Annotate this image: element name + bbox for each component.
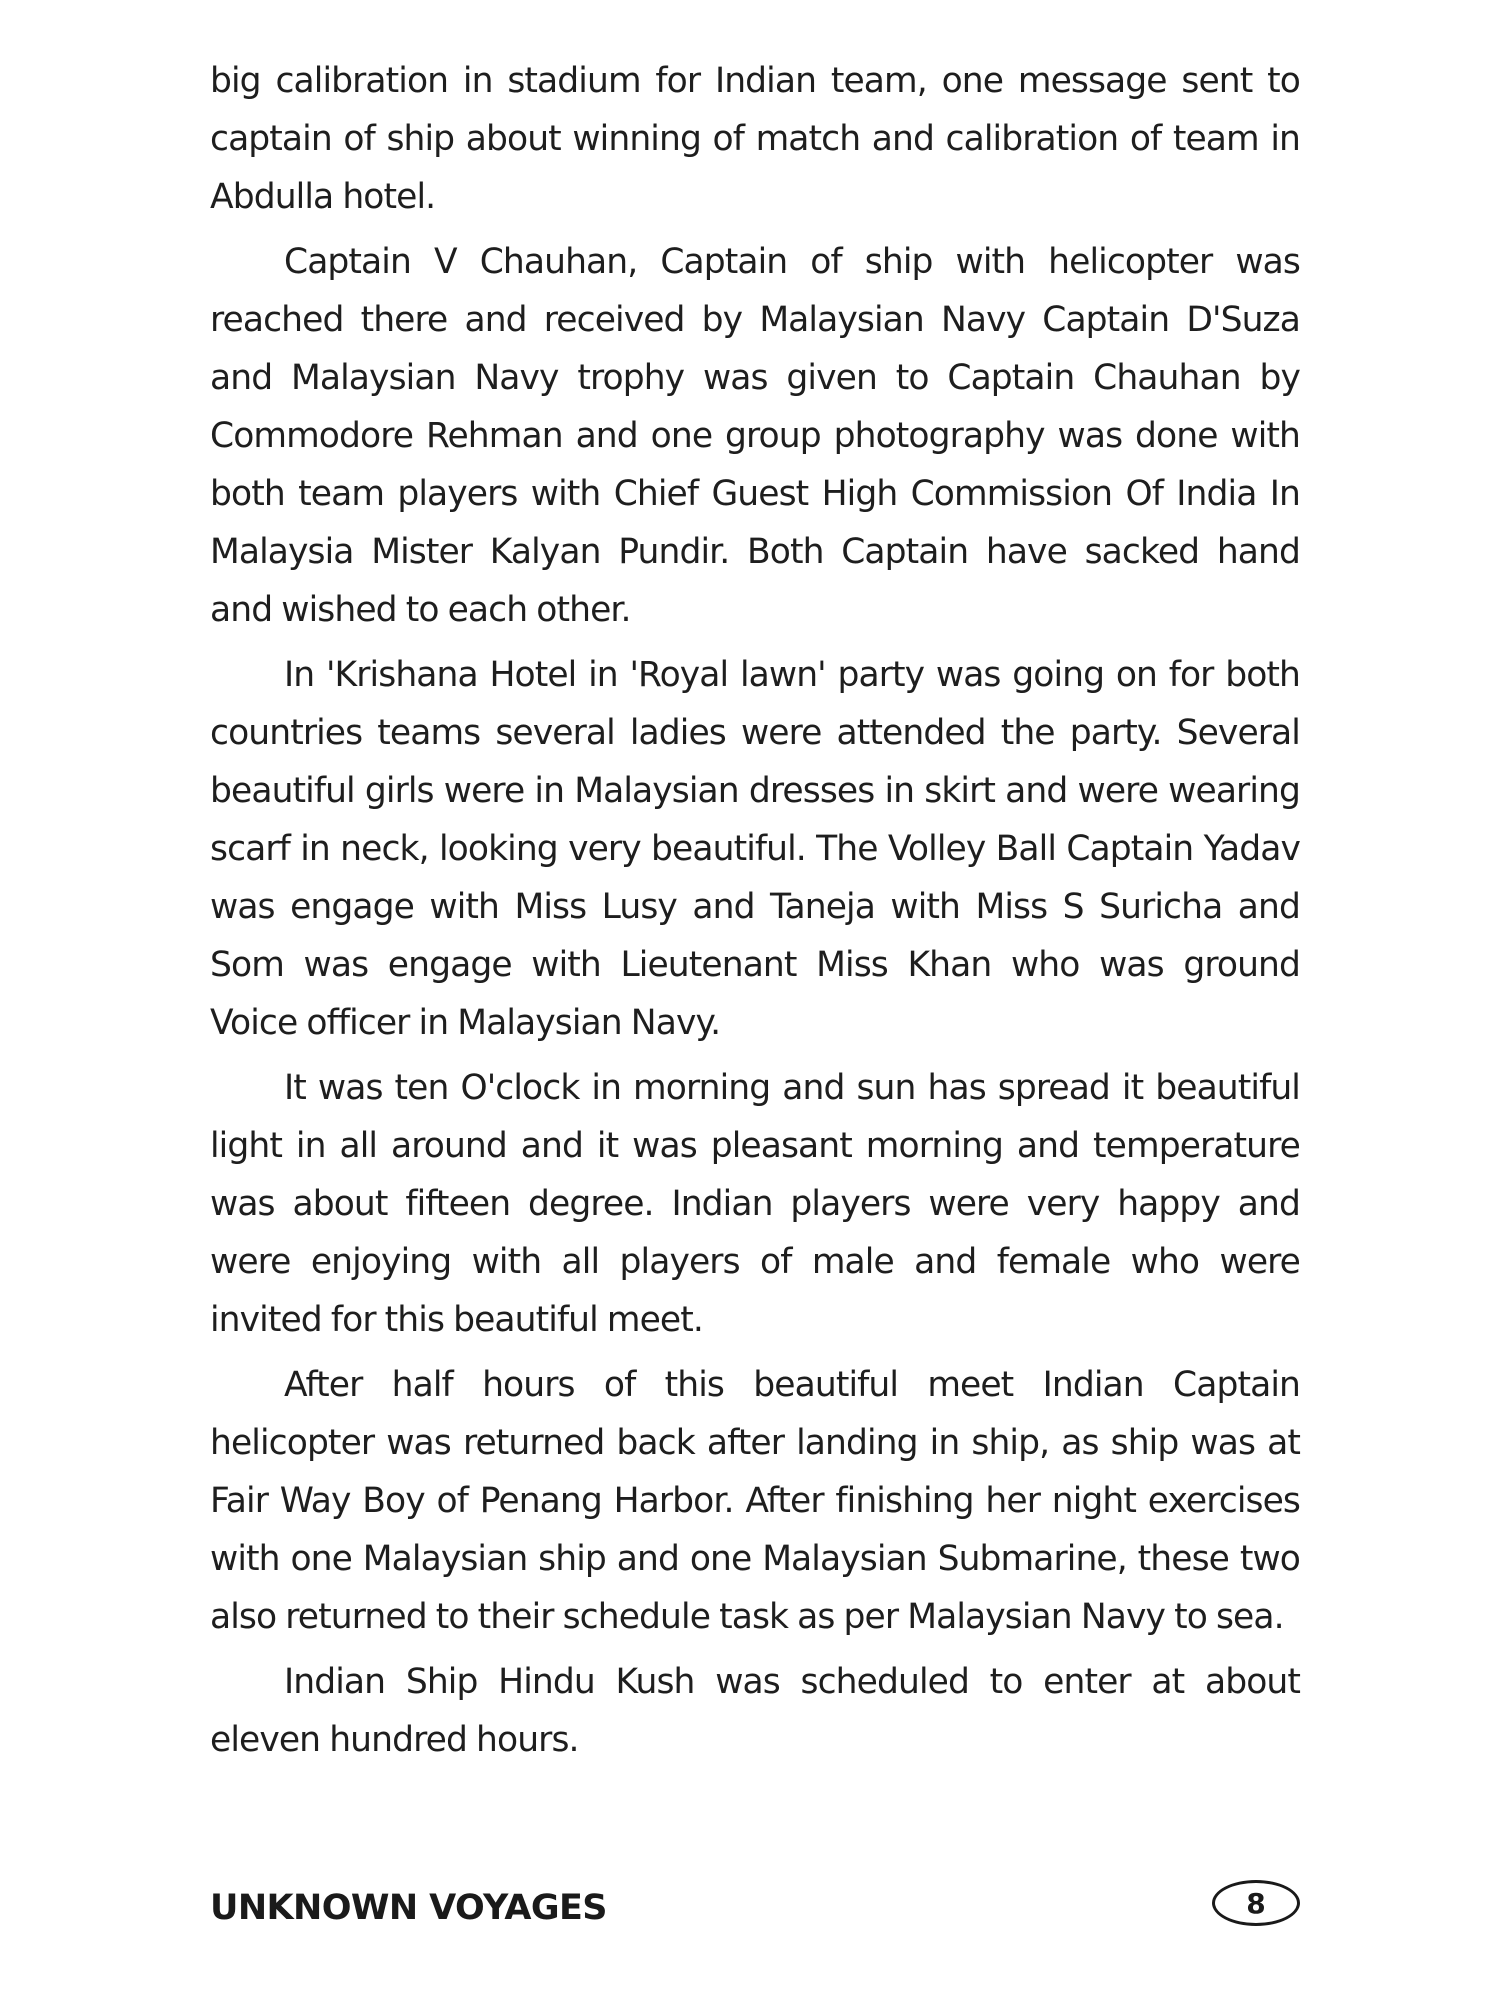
paragraph: It was ten O'clock in morning and sun has spread it beautiful light in all around and it was pleasant morning and temperature was about fifteen degree. Indian players were very happy and were enjoying with all players of male and female who were invited for this beautiful meet. (210, 1068, 1300, 1340)
paragraph: Captain V Chauhan, Captain of ship with helicopter was reached there and received by Malaysian Navy Captain D'Suza and Malaysian Navy trophy was given to Captain Chauhan by Commodore Rehman and one group photography was done with both team players with Chief Guest High Commission Of India In Malaysia Mister Kalyan Pundir. Both Captain have sacked hand and wished to each other. (210, 242, 1300, 630)
paragraph: Indian Ship Hindu Kush was scheduled to enter at about eleven hundred hours. (210, 1662, 1300, 1760)
paragraph: big calibration in stadium for Indian team, one message sent to captain of ship about winning of match and calibration of team in Abdulla hotel. (210, 61, 1300, 217)
page-number: 8 (1212, 1880, 1300, 1926)
book-title: UNKNOWN VOYAGES (210, 1888, 607, 1928)
book-page (210, 52, 1300, 1972)
body-text (210, 52, 1300, 1769)
paragraph: After half hours of this beautiful meet Indian Captain helicopter was returned back after landing in ship, as ship was at Fair Way Boy of Penang Harbor. After finishing her night exercises with one Malaysian ship and one Malaysian Submarine, these two also returned to their schedule task as per Malaysian Navy to sea. (210, 1365, 1300, 1637)
page-footer (210, 1880, 1300, 1940)
paragraph: In 'Krishana Hotel in 'Royal lawn' party was going on for both countries teams several ladies were attended the party. Several beautiful girls were in Malaysian dresses in skirt and were wearing scarf in neck, looking very beautiful. The Volley Ball Captain Yadav was engage with Miss Lusy and Taneja with Miss S Suricha and Som was engage with Lieutenant Miss Khan who was ground Voice officer in Malaysian Navy. (210, 655, 1300, 1043)
